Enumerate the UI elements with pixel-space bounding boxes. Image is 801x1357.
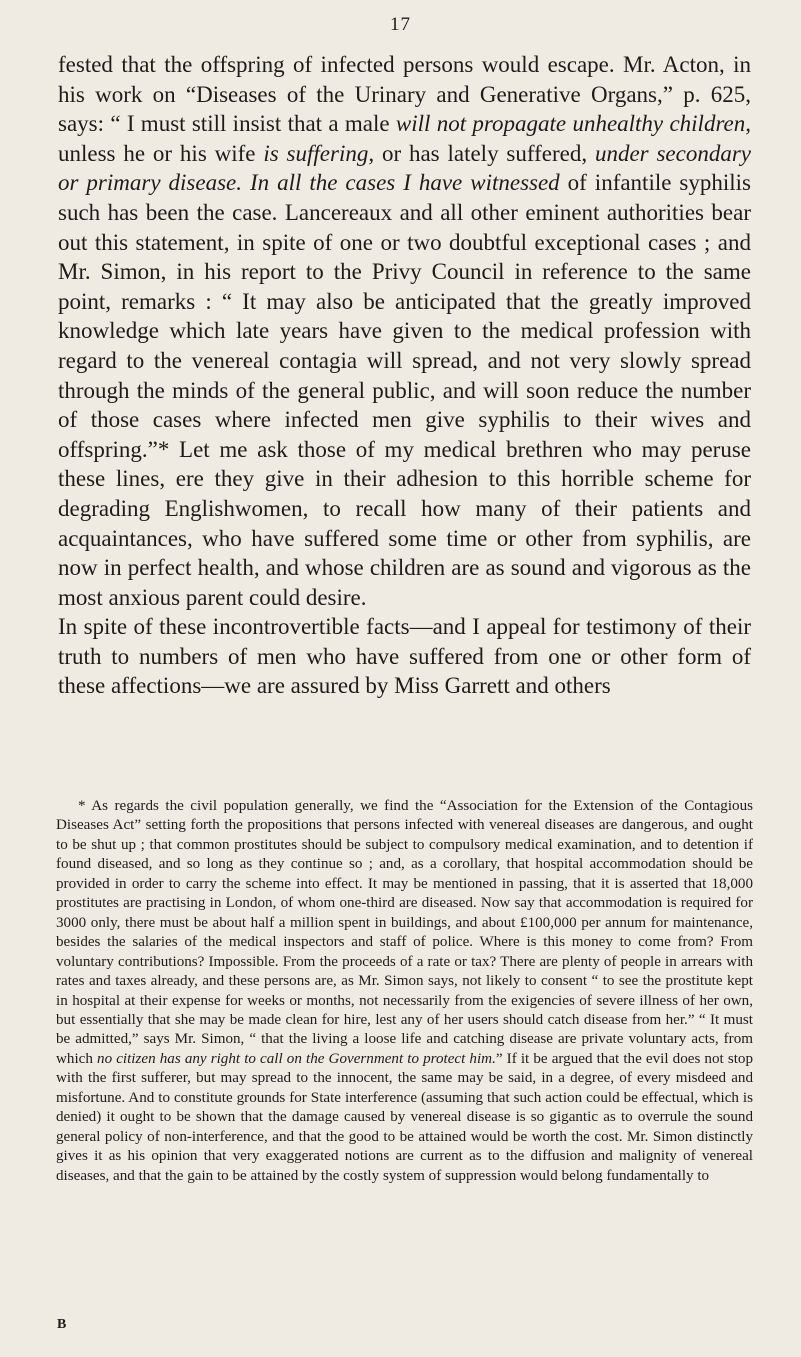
body-text-run: or has lately suffered, <box>374 140 595 166</box>
body-italic-run: is suffering, <box>263 140 375 166</box>
footnote <box>56 797 753 1186</box>
footnote-text-run: * As regards the civil population generally, we find the “Association for the Extension of the Contagious Diseases Act” setting forth the propositions that persons infected with venereal diseases are dangerous, and ought to be shut up ; that common prostitutes should be subject to compulsory medical examination, and to detention if found diseased, and so long as they continue so ; and, as a corollary, that hospital accommodation should be provided in order to carry the scheme into effect. It may be mentioned in passing, that it is asserted that 18,000 prostitutes are practising in London, of whom one-third are diseased. Now say that accommodation is required for 3000 only, there must be about half a million spent in buildings, and about £100,000 per annum for maintenance, besides the salaries of the medical inspectors and staff of police. Where is this money to come from? From voluntary contributions? Impossible. From the proceeds of a rate or tax? There are plenty of people in arrears with rates and taxes already, and these persons are, as Mr. Simon says, not likely to consent “ to see the prostitute kept in hospital at their expense for weeks or months, not necessarily from the exigencies of severe illness of her own, but essentially that she may be made clean for hire, lest any of her users should catch disease from her.” “ It must be admitted,” says Mr. Simon, “ that the living a loose life and catching disease are private voluntary acts, from which <box>56 798 753 1067</box>
body-text-run: unless he or his wife <box>58 140 264 166</box>
footnote-paragraph <box>56 797 753 1186</box>
body-italic-run: under secondary or primary disease. In all the cases I have witnessed <box>58 140 752 196</box>
footnote-italic-run: no citizen has any right to call on the Government to protect him. <box>97 1050 496 1067</box>
printer-signature-mark: B <box>57 1317 67 1332</box>
page-number: 17 <box>390 14 411 35</box>
main-body-text <box>58 50 751 701</box>
body-text-run: of infantile syphilis such has been the case. Lancereaux and all other eminent authorities bear out this statement, in spite of one or two doubtful exceptional cases ; and Mr. Simon, in his report to the Privy Council in reference to the same point, remarks : “ It may also be anticipated that the greatly improved knowledge which late years have given to the medical profession with regard to the venereal contagia will spread, and not very slowly spread through the minds of the general public, and will soon reduce the number of those cases where infected men give syphilis to their wives and offspring.”* Let me ask those of my medical brethren who may peruse these lines, ere they give in their adhesion to this horrible scheme for degrading Englishwomen, to recall how many of their patients and acquaintances, who have suffered some time or other from syphilis, are now in perfect health, and whose children are as sound and vigorous as the most anxious parent could desire. <box>58 170 751 610</box>
body-paragraph-2: In spite of these incontrovertible facts—and I appeal for testimony of their truth to numbers of men who have suffered from one or other form of these affections—we are assured by Miss Garrett and others <box>58 614 751 699</box>
body-italic-run: will not propagate unhealthy children, <box>395 111 752 137</box>
footnote-text-run: ” If it be argued that the evil does not stop with the first sufferer, but may spread to the innocent, the same may be said, in a degree, of every misdeed and misfortune. And to constitute grounds for State interference (assuming that such action could be effectual, which is denied) it ought to be shown that the damage caused by venereal disease is so gigantic as to overrule the sound general policy of non-interference, and that the good to be attained would be worth the cost. Mr. Simon distinctly gives it as his opinion that very exaggerated notions are current as to the diffusion and malignity of venereal diseases, and that the gain to be attained by the costly system of suppression would belong fundamentally to <box>56 1050 753 1184</box>
body-paragraph-1 <box>58 50 751 612</box>
body-text-run: fested that the offspring of infected persons would escape. Mr. Acton, in his work on “Diseases of the Urinary and Generative Organs,” p. 625, says: “ I must still insist that a male <box>58 52 751 137</box>
